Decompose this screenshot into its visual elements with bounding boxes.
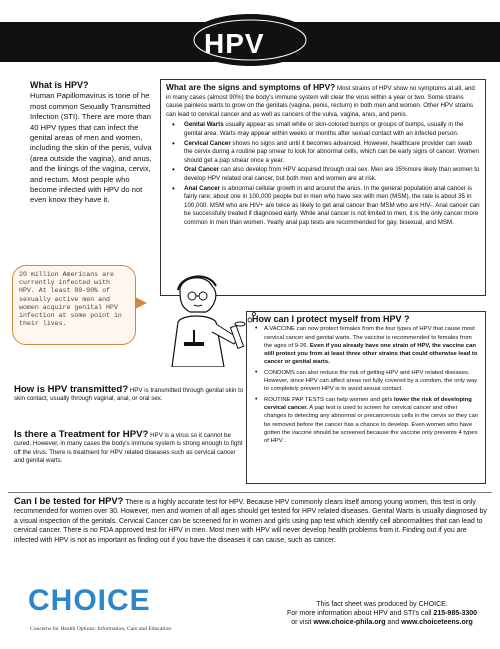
footer-line-2 [272,609,492,618]
treatment-heading: Is there a Treatment for HPV? [14,429,149,440]
list-item-term: Oral Cancer [184,166,220,174]
transmission-body: HPV is transmitted through genital skin to skin contact, usually through vaginal, anal, or oral sex. [14,387,244,403]
header-band [0,0,500,72]
phone-number[interactable]: 215-985-3300 [433,610,478,617]
what-is-heading: What is HPV? [30,80,89,90]
signs-list [166,121,480,227]
list-item-term: Genital Warts [184,121,224,129]
what-is-section [30,80,155,206]
list-item-text: CONDOMS can also reduce the risk of getting HPV and HPV related diseases. However, since HPV can affect areas not fully covered by a condom, the only way to completely prevent HPV is to avoid sexual contact. [264,369,478,393]
choice-logo: CHOICE [28,584,151,617]
footer-text: For more information about HPV and STI's call [286,610,434,617]
protect-box [246,311,486,484]
list-item [166,140,480,166]
list-item-term: Anal Cancer [184,184,221,192]
website-link-2[interactable]: www.choiceteens.org [401,619,473,626]
protect-heading: How can I protect myself from HPV ? [252,314,410,324]
list-item-text: can also develop from HPV acquired through oral sex. Men are 35%more likely than women to develop HPV related oral cancer, but both men and women are at risk. [184,166,480,182]
transmission-heading: How is HPV transmitted? [14,384,129,395]
footer-line-1: This fact sheet was produced by CHOICE. [316,601,448,608]
list-item [166,166,480,183]
testing-section [14,496,490,545]
scientist-illustration [150,272,260,367]
signs-intro: Most strains of HPV show no symptoms at all, and in many cases (almost 90%) the body's immune system will clear the virus within a year or two. Some strains cause painless warts to grow on the genitals (vagina, penis, rectum) in both men and women. Other HPV strains can lead to cervical cancer and as well as cancers of the vulva, vagina, anus, and penis. [166,85,475,118]
protect-list [252,325,480,445]
list-item-text: A pap test is used to screen for cervical cancer and other changes to detecting any abnormal or precancerous cells in the cervix so they can be removed before the cancer has a chance to develop. Even women who have gotten the vaccine should be screened because the vaccine only prevents 4 types of HPV . [264,404,479,445]
list-item-text: A VACCINE can now protect females from the four types of HPV that cause most cervical cancer and genital warts. The vaccine is recommended to females from the ages of 9-26. [264,326,475,349]
list-item-text: ROUTINE PAP TESTS can help women and girls [264,396,393,403]
transmission-section [14,386,244,404]
list-item [252,325,480,366]
footer-text: and [385,619,402,626]
list-item-text: usually appear as small white or skin-colored bumps or groups of bumps, usually in the genital area. Warts may appear within weeks or months after sexual contact with an infected person. [184,121,464,137]
list-item-emphasis: Even if you already have one strain of HPV, the vaccine can still protect you from at least three other strains that could otherwise lead to cancer or genital warts. [264,342,478,366]
treatment-section [14,431,244,466]
page-title: HPV [204,28,265,59]
list-item-text: is abnormal cellular growth in and around the anus. In the general population anal cancer is fairly rare; about one in 100,000 people but in men who have sex with men (MSM), the rate is about 35 in 100,000. MSM who are HIV+ are twice as likely to get anal cancer than MSM who are HIV-. Anal cancer can be successfully treated if diagnosed early. While anal cancer is not limited to men, it is the only cancer more common in men than women. Yearly anal pap tests are recommended for gay, bisexual, and MSM. [184,184,480,226]
testing-heading: Can I be tested for HPV? [14,495,124,506]
callout-tail [135,297,147,309]
website-link-1[interactable]: www.choice-phila.org [313,619,386,626]
list-item-text: shows no signs and until it becomes advanced. However, healthcare provider can swab the cervix during a routine pap smear to look for abnormal cells, which can be early signs of cancer. Women should get a pap smear once a year. [184,139,479,164]
what-is-body: Human Papillomavirus is tone of he most common Sexually Transmitted Infection (STI). There are more than 40 HPV types that can infect the genital areas of men and women, including the skin of the penis, vulva (area outside the vagina), and anus, and the linings of the vagina, cervix, and rectum. Most people who become infected with HPV do not even know they have it. [30,91,152,205]
signs-symptoms-box [160,79,486,296]
footer-info [272,600,492,627]
list-item [252,369,480,394]
section-divider [8,492,492,493]
stat-callout: 20 million Americans are currently infected with HPV. At least 80-90% of sexually active men and women acquire genital HPV infection at some point in their lives. [12,265,136,345]
treatment-body: HPV is a virus so it cannot be cured. However, in many cases the body's immune system is strong enough to fight off the virus. There is treatment for HPV related diseases such as cervical cancer and genital warts. [14,432,243,465]
list-item [166,121,480,138]
footer-text: or visit [291,619,314,626]
list-item [252,396,480,446]
list-item-term: Cervical Cancer [184,139,231,147]
list-item [166,185,480,228]
choice-tagline: Concerns for Health Options: Information, Care and Education [30,626,172,632]
footer-line-3 [272,618,492,627]
signs-heading: What are the signs and symptoms of HPV? [166,82,336,92]
list-item-emphasis: lower the risk of developing cervical cancer. [264,396,472,411]
testing-body: There is a highly accurate test for HPV. Because HPV commonly clears itself among young women, this test is only recommended for women over 30. However, men and women of all ages should get tested for HPV related diseases. Genital Warts is usually diagnosed by a visual inspection of the genitals. Cervical Cancer can be screened for in women and girls using pap test which identify cell abnormalities that can lead to cervical cancer. There is no FDA approved test for HPV in men. Most men with HPV will never develop health problems from it. Finding out if you are infected with HPV is not as important as finding out if you have the diseases it can cause, such as cancer. [14,499,487,544]
